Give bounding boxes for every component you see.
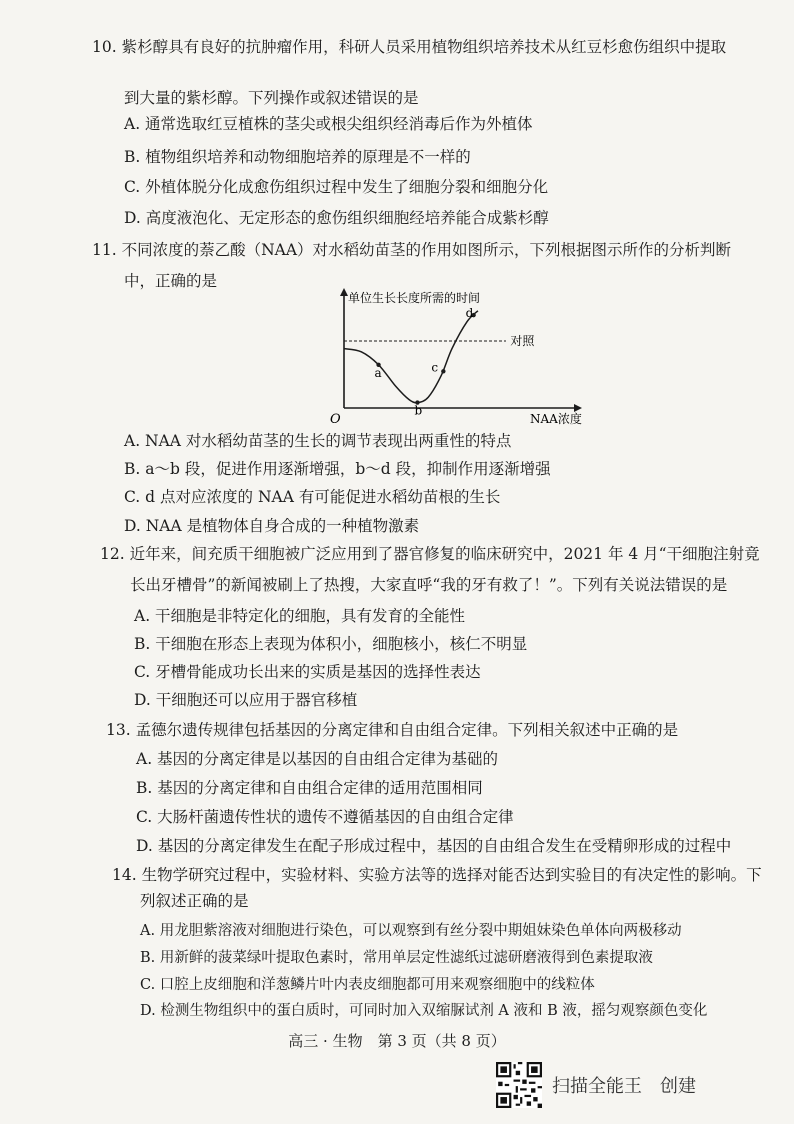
q10-stem-line1: 10. 紫杉醇具有良好的抗肿瘤作用，科研人员采用植物组织培养技术从红豆杉愈伤组织中提取 (92, 38, 727, 56)
q14-stem-line2: 列叙述正确的是 (140, 892, 249, 910)
q10-option-a: A. 通常选取红豆植株的茎尖或根尖组织经消毒后作为外植体 (124, 115, 533, 133)
point-c (441, 369, 445, 373)
q10-option-b: B. 植物组织培养和动物细胞培养的原理是不一样的 (124, 148, 471, 166)
q11-option-c: C. d 点对应浓度的 NAA 有可能促进水稻幼苗根的生长 (124, 488, 501, 506)
q10-option-d: D. 高度液泡化、无定形态的愈伤组织细胞经培养能合成紫杉醇 (124, 209, 549, 227)
q14-option-a: A. 用龙胆紫溶液对细胞进行染色，可以观察到有丝分裂中期姐妹染色单体向两极移动 (140, 923, 682, 939)
q14-option-b: B. 用新鲜的菠菜绿叶提取色素时，常用单层定性滤纸过滤研磨液得到色素提取液 (140, 950, 653, 966)
y-axis-arrow (340, 288, 348, 296)
q13-option-a: A. 基因的分离定律是以基因的自由组合定律为基础的 (136, 750, 499, 768)
q11-stem-line1: 11. 不同浓度的萘乙酸（NAA）对水稻幼苗茎的作用如图所示，下列根据图示所作的分析判断 (92, 241, 732, 259)
q13-stem: 13. 孟德尔遗传规律包括基因的分离定律和自由组合定律。下列相关叙述中正确的是 (106, 721, 679, 739)
page-footer: 高三 · 生物 第 3 页（共 8 页） (288, 1032, 506, 1050)
response-curve (344, 311, 478, 403)
reference-label: 对照 (510, 334, 535, 349)
q14-option-d: D. 检测生物组织中的蛋白质时，可同时加入双缩脲试剂 A 液和 B 液，摇匀观察颜色变化 (140, 1003, 708, 1019)
q13-option-b: B. 基因的分离定律和自由组合定律的适用范围相同 (136, 779, 483, 797)
q10-option-c: C. 外植体脱分化成愈伤组织过程中发生了细胞分裂和细胞分化 (124, 178, 549, 196)
point-label-a: a (374, 365, 382, 380)
q11-stem-line2: 中，正确的是 (124, 272, 218, 290)
q12-stem-line1: 12. 近年来，间充质干细胞被广泛应用到了器官修复的临床研究中，2021 年 4 月“干细胞注射竟 (100, 545, 760, 563)
q12-option-a: A. 干细胞是非特定化的细胞，具有发育的全能性 (134, 607, 466, 625)
q13-option-d: D. 基因的分离定律发生在配子形成过程中，基因的自由组合发生在受精卵形成的过程中 (136, 837, 732, 855)
origin-label: O (330, 412, 341, 426)
point-label-d: d (465, 306, 474, 321)
qr-code-icon (496, 1062, 542, 1108)
q14-stem-line1: 14. 生物学研究过程中，实验材料、实验方法等的选择对能否达到实验目的有决定性的影响。下 (112, 866, 762, 884)
q12-stem-line2: 长出牙槽骨”的新闻被刷上了热搜，大家直呼“我的牙有救了！”。下列有关说法错误的是 (130, 576, 728, 594)
x-axis-label: NAA浓度 (530, 412, 582, 426)
q13-option-c: C. 大肠杆菌遗传性状的遗传不遵循基因的自由组合定律 (136, 808, 514, 826)
q14-option-c: C. 口腔上皮细胞和洋葱鳞片叶内表皮细胞都可用来观察细胞中的线粒体 (140, 977, 595, 993)
q12-option-c: C. 牙槽骨能成功长出来的实质是基因的选择性表达 (134, 663, 481, 681)
y-axis-label: 单位生长长度所需的时间 (348, 291, 481, 305)
q12-option-b: B. 干细胞在形态上表现为体积小，细胞核小，核仁不明显 (134, 635, 528, 653)
q11-option-d: D. NAA 是植物体自身合成的一种植物激素 (124, 517, 420, 535)
naa-chart (330, 286, 590, 426)
scanner-watermark: 扫描全能王 创建 (552, 1076, 696, 1097)
x-axis-arrow (574, 404, 582, 412)
point-label-c: c (431, 360, 439, 375)
q12-option-d: D. 干细胞还可以应用于器官移植 (134, 691, 358, 709)
q10-stem-line2: 到大量的紫杉醇。下列操作或叙述错误的是 (124, 89, 419, 107)
q11-option-b: B. a～b 段，促进作用逐渐增强，b～d 段，抑制作用逐渐增强 (124, 460, 551, 478)
q11-option-a: A. NAA 对水稻幼苗茎的生长的调节表现出两重性的特点 (124, 432, 512, 450)
point-label-b: b (414, 403, 423, 418)
